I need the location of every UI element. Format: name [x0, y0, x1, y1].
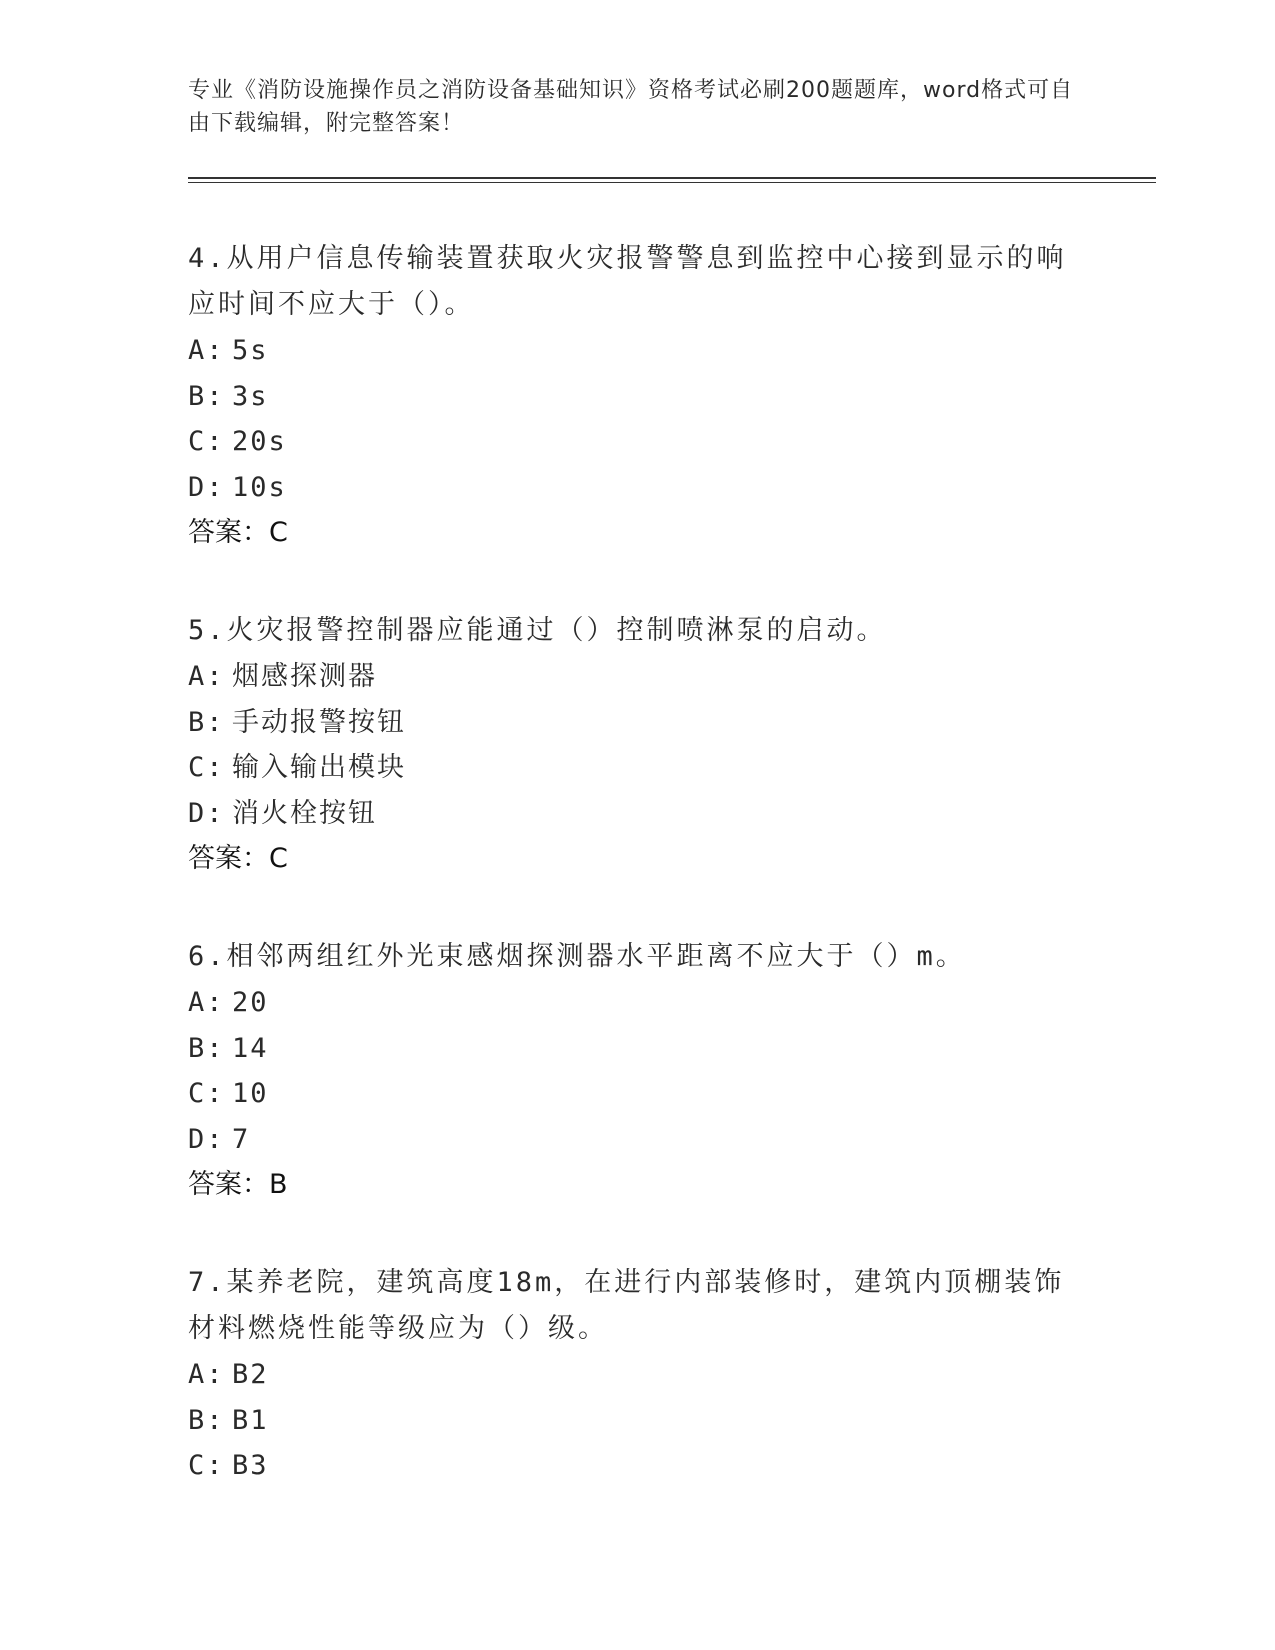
option-d — [188, 791, 1088, 837]
option-letter: A: — [188, 987, 225, 1018]
question-item — [188, 934, 1088, 1208]
question-stem: 6.相邻两组红外光束感烟探测器水平距离不应大于（）m。 — [188, 941, 966, 972]
question-item — [188, 1260, 1088, 1489]
option-d — [188, 1117, 1088, 1163]
option-text: 20s — [232, 426, 287, 457]
header-divider-thin — [188, 182, 1156, 183]
option-text: 10 — [232, 1078, 269, 1109]
option-letter: B: — [188, 380, 225, 412]
option-text: 输入输出模块 — [232, 752, 406, 783]
option-b — [188, 374, 1088, 420]
question-stem: 5.火灾报警控制器应能通过（）控制喷淋泵的启动。 — [188, 615, 887, 646]
option-letter: D: — [188, 471, 225, 503]
option-letter: B: — [188, 1032, 225, 1064]
question-list — [188, 236, 1088, 1541]
option-letter: A: — [188, 661, 225, 692]
option-text: 5s — [232, 335, 269, 366]
option-letter: B: — [188, 1404, 225, 1436]
option-a — [188, 328, 1088, 374]
option-letter: B: — [188, 706, 225, 738]
option-d — [188, 465, 1088, 511]
option-text: 10s — [232, 471, 287, 503]
question-item — [188, 236, 1088, 556]
header-divider-thick — [188, 177, 1156, 179]
option-letter: A: — [188, 335, 225, 366]
option-c — [188, 419, 1088, 465]
option-text: 手动报警按钮 — [232, 706, 406, 738]
question-stem: 4.从用户信息传输装置获取火灾报警警息到监控中心接到显示的响应时间不应大于（）。 — [188, 243, 1067, 320]
option-letter: C: — [188, 1078, 225, 1109]
option-b — [188, 1026, 1088, 1072]
question-answer: 答案：C — [188, 843, 288, 874]
option-text: 烟感探测器 — [232, 661, 377, 692]
option-letter: D: — [188, 797, 225, 829]
question-stem: 7.某养老院，建筑高度18m，在进行内部装修时，建筑内顶棚装饰材料燃烧性能等级应为（）级。 — [188, 1267, 1065, 1344]
option-letter: C: — [188, 1450, 225, 1481]
option-letter: A: — [188, 1359, 225, 1390]
option-a — [188, 654, 1088, 700]
option-text: 14 — [232, 1032, 269, 1064]
option-a — [188, 980, 1088, 1026]
option-c — [188, 1071, 1088, 1117]
option-c — [188, 1443, 1088, 1489]
option-text: 20 — [232, 987, 269, 1018]
option-text: B2 — [232, 1359, 269, 1390]
document-header: 专业《消防设施操作员之消防设备基础知识》资格考试必刷200题题库，word格式可自由下载编辑，附完整答案！ — [188, 78, 1074, 136]
question-answer: 答案：B — [188, 1169, 288, 1200]
option-text: 7 — [232, 1123, 251, 1155]
option-letter: D: — [188, 1123, 225, 1155]
option-b — [188, 700, 1088, 746]
question-answer: 答案：C — [188, 517, 288, 548]
option-letter: C: — [188, 426, 225, 457]
option-letter: C: — [188, 752, 225, 783]
option-text: B3 — [232, 1450, 269, 1481]
option-text: B1 — [232, 1404, 269, 1436]
option-c — [188, 745, 1088, 791]
option-text: 消火栓按钮 — [232, 797, 377, 829]
option-text: 3s — [232, 380, 269, 412]
option-b — [188, 1398, 1088, 1444]
option-a — [188, 1352, 1088, 1398]
question-item — [188, 608, 1088, 882]
